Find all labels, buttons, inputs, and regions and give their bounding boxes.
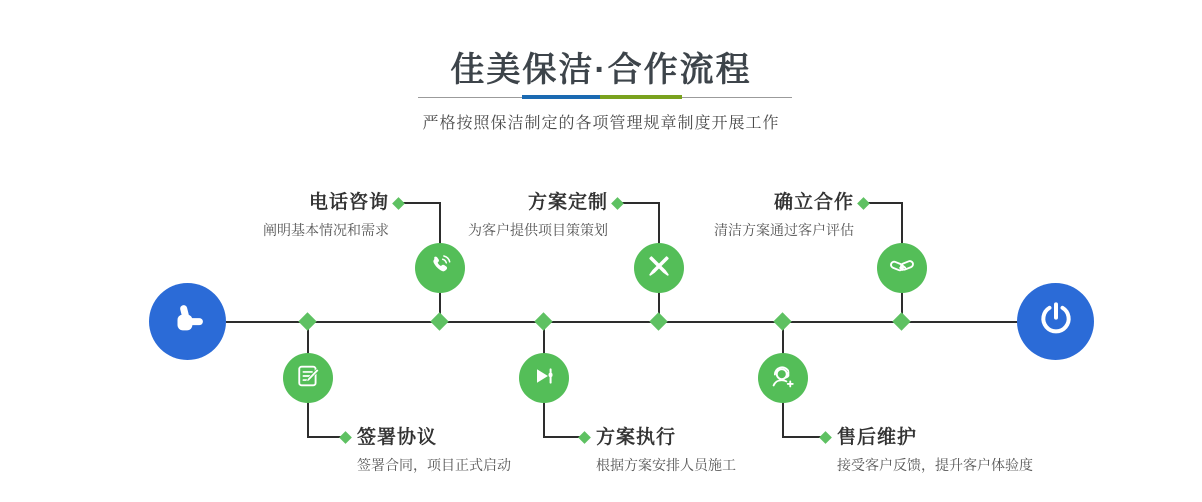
step-circle-aftersales [758,353,808,403]
step-label-execute [596,426,736,475]
step-label-contract [357,426,511,475]
step-circle-execute [519,353,569,403]
step-circle-plan [634,243,684,293]
label-diamond [339,431,352,444]
label-diamond [857,197,870,210]
pencil-wrench-icon [645,252,673,285]
step-desc: 阐明基本情况和需求 [263,222,389,238]
step-desc: 清洁方案通过客户评估 [714,222,854,238]
timeline-node-diamond [649,312,667,330]
step-label-aftersales [837,426,1033,475]
document-pen-icon [294,362,322,395]
handshake-icon [887,251,917,286]
label-diamond [819,431,832,444]
page-title: 佳美保洁·合作流程 [450,51,752,89]
step-label-phone [263,191,389,240]
phone-icon [426,252,454,285]
step-circle-handshake [877,243,927,293]
end-endpoint-circle [1017,283,1094,360]
timeline-node-diamond [298,312,316,330]
step-circle-phone [415,243,465,293]
step-title: 售后维护 [837,427,918,448]
power-icon [1036,299,1076,344]
label-diamond [578,431,591,444]
step-title: 方案定制 [527,192,608,213]
label-diamond [392,197,405,210]
headset-icon [768,361,798,396]
step-label-plan [468,191,608,240]
pointing-hand-icon [167,298,209,345]
timeline-node-diamond [430,312,448,330]
step-desc: 根据方案安排人员施工 [596,457,736,473]
title-divider-green-segment [600,95,682,99]
step-circle-contract [283,353,333,403]
timeline-node-diamond [773,312,791,330]
step-title: 电话咨询 [308,192,389,213]
step-title: 确立合作 [773,192,854,213]
timeline-node-diamond [892,312,910,330]
page-subtitle: 严格按照保洁制定的各项管理规章制度开展工作 [422,115,780,132]
step-label-handshake [714,191,854,240]
start-endpoint-circle [149,283,226,360]
step-desc: 接受客户反馈，提升客户体验度 [837,457,1033,473]
step-desc: 签署合同，项目正式启动 [357,457,511,473]
timeline-node-diamond [534,312,552,330]
step-title: 方案执行 [596,427,677,448]
title-divider-blue-segment [522,95,600,99]
step-desc: 为客户提供项目策策划 [468,222,608,238]
step-title: 签署协议 [357,427,438,448]
label-diamond [611,197,624,210]
play-icon [530,362,558,395]
